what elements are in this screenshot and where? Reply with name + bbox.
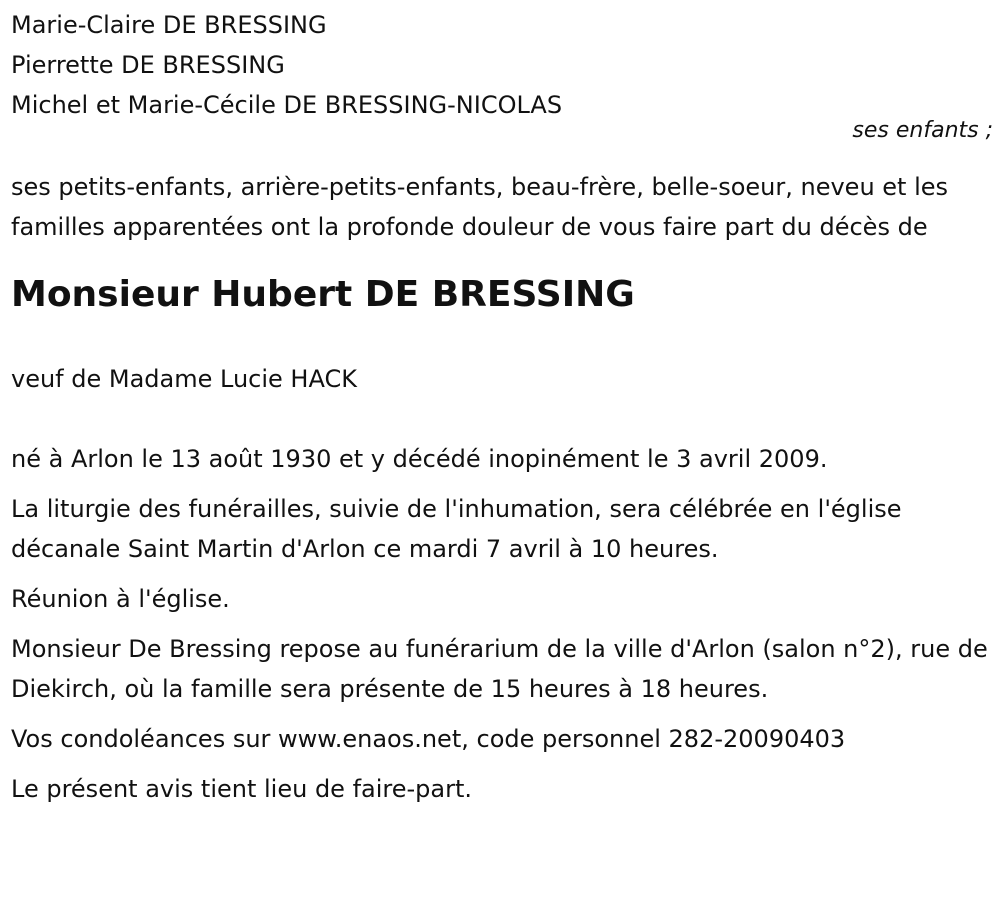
notice-statement: Le présent avis tient lieu de faire-part. xyxy=(11,775,473,803)
meeting-statement: Réunion à l'église. xyxy=(11,585,230,613)
family-announcement: ses petits-enfants, arrière-petits-enfants, beau-frère, belle-soeur, neveu et les familles apparentées ont la profonde douleur de vous faire part du décès de xyxy=(11,173,949,241)
child-name: Michel et Marie-Cécile DE BRESSING-NICOLAS xyxy=(11,91,563,119)
widow-statement: veuf de Madame Lucie HACK xyxy=(11,365,357,393)
children-list xyxy=(11,0,991,125)
funeral-home-statement: Monsieur De Bressing repose au funérarium de la ville d'Arlon (salon n°2), rue de Diekirch, où la famille sera présente de 15 heures à 18 heures. xyxy=(11,635,988,703)
condolences-statement: Vos condoléances sur www.enaos.net, code personnel 282-20090403 xyxy=(11,725,846,753)
obituary-notice xyxy=(11,0,991,809)
liturgy-statement: La liturgie des funérailles, suivie de l'inhumation, sera célébrée en l'église décanale Saint Martin d'Arlon ce mardi 7 avril à 10 heures. xyxy=(11,495,902,563)
children-role-label: ses enfants ; xyxy=(852,118,993,143)
child-name: Marie-Claire DE BRESSING xyxy=(11,11,327,39)
birth-death-statement: né à Arlon le 13 août 1930 et y décédé inopinément le 3 avril 2009. xyxy=(11,445,828,473)
deceased-name: Monsieur Hubert DE BRESSING xyxy=(11,274,635,315)
child-name: Pierrette DE BRESSING xyxy=(11,51,285,79)
